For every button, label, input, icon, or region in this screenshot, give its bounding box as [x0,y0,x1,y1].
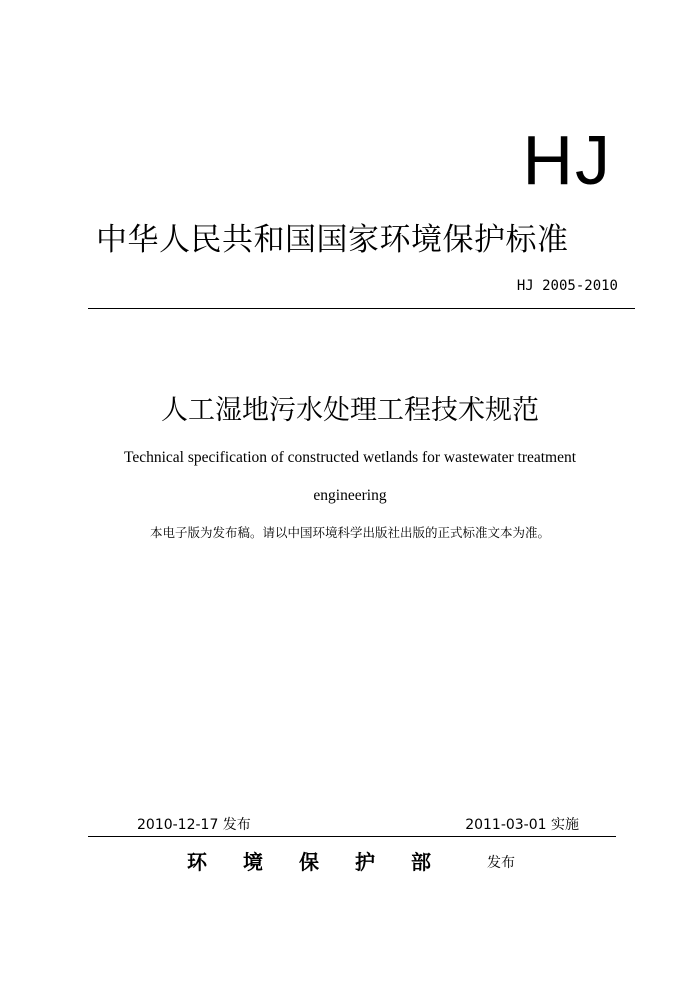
standard-category-title: 中华人民共和国国家环境保护标准 [96,222,569,258]
issue-date: 2010-12-17 发布 [137,817,251,833]
edition-notice: 本电子版为发布稿。请以中国环境科学出版社出版的正式标准文本为准。 [149,525,550,540]
publisher-name: 环境保护部 [187,850,467,874]
standard-code-mark: HJ [522,121,612,199]
bottom-divider [88,836,616,837]
document-title-en-line1: Technical specification of constructed wetlands for wastewater treatment [123,449,577,466]
document-title-en-line2: engineering [313,487,387,504]
document-title-cn: 人工湿地污水处理工程技术规范 [161,395,539,426]
implementation-date: 2011-03-01 实施 [465,817,579,833]
standard-number: HJ 2005-2010 [516,278,618,294]
top-divider [88,308,635,309]
publisher-suffix: 发布 [487,855,515,871]
